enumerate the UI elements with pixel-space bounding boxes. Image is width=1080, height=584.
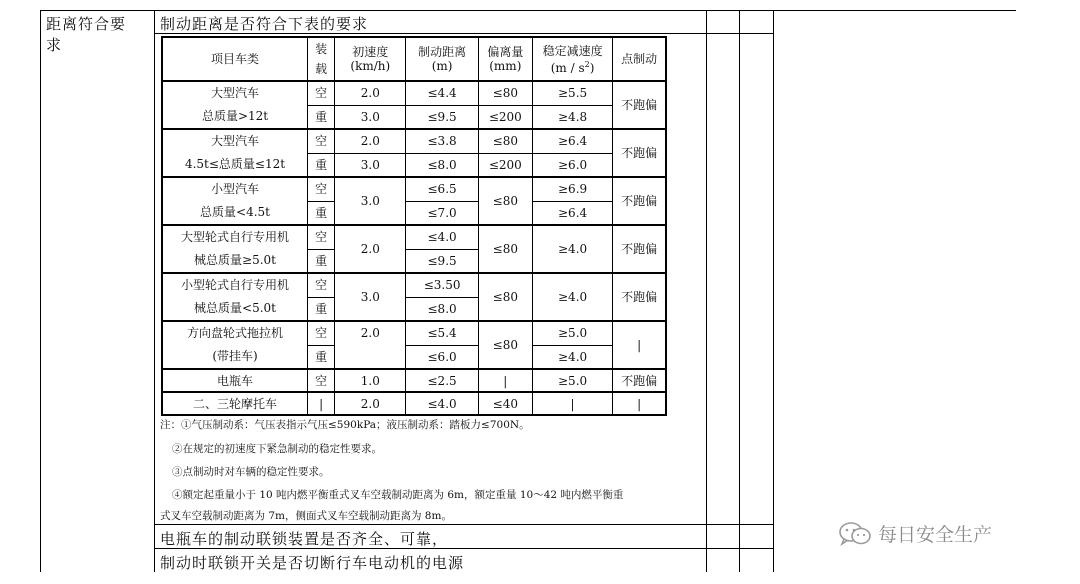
vehicle-type-cell: 二、三轮摩托车 (162, 392, 308, 415)
speed-cell: 1.0 (335, 369, 406, 392)
speed-cell: 2.0 (335, 129, 406, 153)
point-braking-cell: | (613, 321, 666, 369)
speed-cell: 2.0 (335, 321, 406, 369)
load-cell: 重 (308, 201, 335, 225)
load-cell: 空 (308, 129, 335, 153)
wechat-icon (838, 521, 872, 547)
speed-cell: 2.0 (335, 225, 406, 273)
note-4-line1: ④额定起重量小于 10 吨内燃平衡重式叉车空载制动距离为 6m，额定重量 10～42 吨内燃平衡重 (172, 489, 624, 501)
point-braking-cell: 不跑偏 (613, 177, 666, 225)
distance-cell: ≤4.0 (406, 392, 478, 415)
load-cell: 重 (308, 153, 335, 177)
header-deceleration: 稳定减速度 $(m / s^2)$ (532, 37, 612, 81)
distance-cell: ≤2.5 (406, 369, 478, 392)
table-row (162, 369, 666, 392)
table-row (162, 273, 666, 297)
table-row (162, 81, 666, 105)
distance-cell: ≤8.0 (406, 153, 478, 177)
load-cell: 重 (308, 249, 335, 273)
table-row (162, 392, 666, 415)
load-cell: 空 (308, 273, 335, 297)
speed-cell: 3.0 (335, 105, 406, 129)
vehicle-type-cell: 大型轮式自行专用机 械总质量≥5.0t (162, 225, 308, 273)
note-2: ②在规定的初速度下紧急制动的稳定性要求。 (172, 443, 382, 455)
speed-cell: 2.0 (335, 392, 406, 415)
speed-cell: 3.0 (335, 177, 406, 225)
requirement-title: 制动距离是否符合下表的要求 (160, 15, 369, 33)
distance-cell: ≤4.4 (406, 81, 478, 105)
top-border (40, 10, 1016, 11)
note-4-line2: 式叉车空载制动距离为 7m，侧面式叉车空载制动距离为 8m。 (160, 510, 452, 522)
deceleration-cell: ≥5.0 (532, 321, 612, 345)
speed-cell: 3.0 (335, 273, 406, 321)
point-braking-cell: 不跑偏 (613, 129, 666, 177)
table-row (162, 225, 666, 249)
deceleration-cell: ≥4.0 (532, 345, 612, 369)
left-border (40, 10, 41, 572)
check-column-divider-2 (739, 10, 740, 572)
deviation-cell: ≤80 (478, 81, 532, 105)
label-column-divider (154, 10, 155, 572)
watermark (838, 520, 992, 547)
deviation-cell: ≤200 (478, 105, 532, 129)
header-initial-speed: 初速度 (km/h) (335, 37, 406, 81)
table-header-row (162, 37, 666, 81)
watermark-text: 每日安全生产 (878, 524, 993, 546)
load-cell: 空 (308, 81, 335, 105)
deviation-cell: ≤80 (478, 321, 532, 369)
deviation-cell: ≤80 (478, 129, 532, 153)
deceleration-cell: ≥6.9 (532, 177, 612, 201)
deceleration-cell: ≥5.5 (532, 81, 612, 105)
header-point-braking: 点制动 (613, 37, 666, 81)
load-cell: 空 (308, 369, 335, 392)
load-cell: 重 (308, 105, 335, 129)
deviation-cell: ≤80 (478, 225, 532, 273)
point-braking-cell: 不跑偏 (613, 225, 666, 273)
note-3: ③点制动时对车辆的稳定性要求。 (172, 466, 330, 478)
deceleration-cell: ≥4.8 (532, 105, 612, 129)
deceleration-cell: ≥6.4 (532, 129, 612, 153)
vehicle-type-cell: 方向盘轮式拖拉机 (带挂车) (162, 321, 308, 369)
distance-cell: ≤9.5 (406, 249, 478, 273)
header-deviation: 偏离量 (mm) (478, 37, 532, 81)
deviation-cell: | (478, 369, 532, 392)
deceleration-cell: ≥4.0 (532, 273, 612, 321)
check-column-divider-3 (773, 10, 774, 572)
point-braking-cell: | (613, 392, 666, 415)
point-braking-cell: 不跑偏 (613, 273, 666, 321)
interlock-device-item: 电瓶车的制动联锁装置是否齐全、可靠， (160, 530, 449, 548)
load-cell: 空 (308, 321, 335, 345)
table-row (162, 129, 666, 153)
load-cell: 空 (308, 177, 335, 201)
distance-cell: ≤4.0 (406, 225, 478, 249)
deceleration-cell: ≥5.0 (532, 369, 612, 392)
header-vehicle-type: 项目车类 (162, 37, 308, 81)
deviation-cell: ≤80 (478, 273, 532, 321)
deviation-cell: ≤80 (478, 177, 532, 225)
distance-cell: ≤6.0 (406, 345, 478, 369)
item-label-line1: 距离符合要 (46, 15, 127, 33)
row-divider-notes (154, 524, 773, 525)
point-braking-cell: 不跑偏 (613, 81, 666, 129)
distance-cell: ≤3.8 (406, 129, 478, 153)
distance-cell: ≤8.0 (406, 297, 478, 321)
speed-cell: 2.0 (335, 81, 406, 105)
load-cell: 空 (308, 225, 335, 249)
distance-cell: ≤5.4 (406, 321, 478, 345)
header-load: 装载 (308, 37, 335, 81)
speed-cell: 3.0 (335, 153, 406, 177)
item-label (46, 13, 126, 55)
vehicle-type-cell: 小型汽车 总质量<4.5t (162, 177, 308, 225)
table-row (162, 321, 666, 345)
deceleration-cell: ≥4.0 (532, 225, 612, 273)
load-cell: | (308, 392, 335, 415)
vehicle-type-cell: 大型汽车 总质量>12t (162, 81, 308, 129)
deviation-cell: ≤40 (478, 392, 532, 415)
interlock-switch-item: 制动时联锁开关是否切断行车电动机的电源 (160, 554, 465, 572)
table-row (162, 177, 666, 201)
load-cell: 重 (308, 297, 335, 321)
deceleration-cell: | (532, 392, 612, 415)
header-braking-distance: 制动距离 (m) (406, 37, 478, 81)
vehicle-type-cell: 大型汽车 4.5t≤总质量≤12t (162, 129, 308, 177)
item-label-line2: 求 (46, 36, 63, 54)
vehicle-type-cell: 电瓶车 (162, 369, 308, 392)
distance-cell: ≤3.50 (406, 273, 478, 297)
load-cell: 重 (308, 345, 335, 369)
braking-distance-table (161, 36, 667, 416)
distance-cell: ≤9.5 (406, 105, 478, 129)
vehicle-type-cell: 小型轮式自行专用机 械总质量<5.0t (162, 273, 308, 321)
note-1: 注：①气压制动系：气压表指示气压≤590kPa；液压制动系：踏板力≤700N。 (160, 419, 530, 431)
distance-cell: ≤6.5 (406, 177, 478, 201)
point-braking-cell: 不跑偏 (613, 369, 666, 392)
deceleration-cell: ≥6.0 (532, 153, 612, 177)
check-column-divider-1 (706, 10, 707, 572)
deviation-cell: ≤200 (478, 153, 532, 177)
deceleration-cell: ≥6.4 (532, 201, 612, 225)
distance-cell: ≤7.0 (406, 201, 478, 225)
